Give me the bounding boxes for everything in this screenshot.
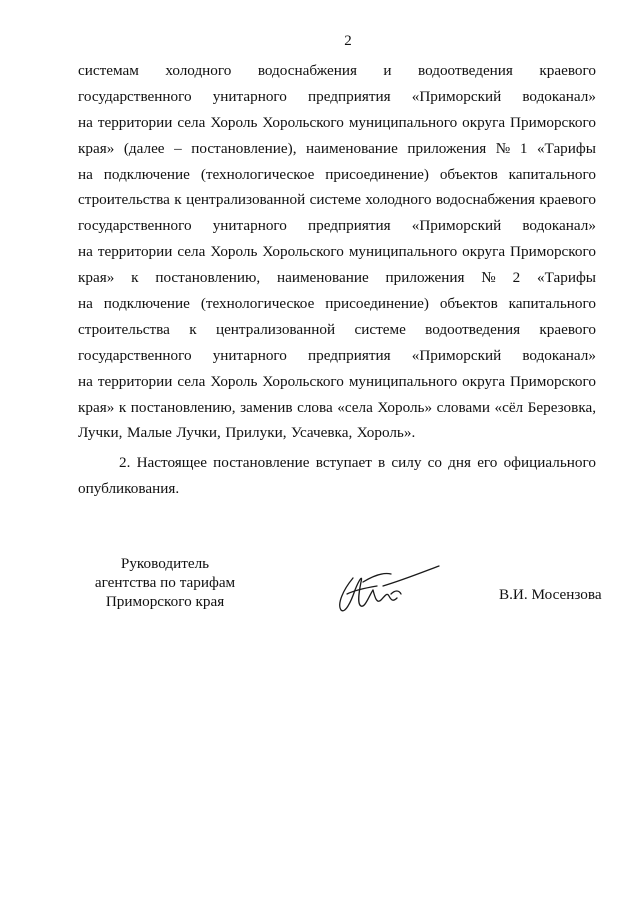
text-line: на территории села Хороль Хорольского муниципального округа Приморского <box>78 113 596 131</box>
handwritten-signature-icon <box>333 560 443 620</box>
text-line: опубликования. <box>78 480 180 498</box>
document-body <box>78 58 596 502</box>
text-line: на подключение (технологическое присоединение) объектов капитального <box>78 295 596 313</box>
text-line: государственного унитарного предприятия «Приморский водоканал» <box>78 87 596 105</box>
text-line: строительства к централизованной системе холодного водоснабжения краевого <box>78 191 596 209</box>
text-line: края» (далее – постановление), наименование приложения № 1 «Тарифы <box>78 139 596 157</box>
text-line: системам холодного водоснабжения и водоотведения краевого <box>78 62 596 79</box>
page-number: 2 <box>344 33 352 49</box>
text-line: Лучки, Малые Лучки, Прилуки, Усачевка, Хороль». <box>78 424 416 442</box>
position-line: Руководитель <box>120 555 210 572</box>
position-line: Приморского края <box>105 593 225 610</box>
text-line: строительства к централизованной системе водоотведения краевого <box>78 320 596 338</box>
text-line: на подключение (технологическое присоединение) объектов капитального <box>78 165 596 183</box>
paragraph-effective-date <box>78 450 596 502</box>
paragraph-amendment <box>78 58 596 446</box>
text-line: государственного унитарного предприятия «Приморский водоканал» <box>78 217 596 235</box>
text-line: 2. Настоящее постановление вступает в силу со дня его официального <box>119 454 596 472</box>
text-line: на территории села Хороль Хорольского муниципального округа Приморского <box>78 243 596 261</box>
text-line: края» к постановлению, заменив слова «села Хороль» словами «сёл Березовка, <box>78 398 596 416</box>
signatory-position <box>60 554 270 611</box>
signer-name: В.И. Мосензова <box>499 586 602 603</box>
text-line: края» к постановлению, наименование приложения № 2 «Тарифы <box>78 269 596 287</box>
text-line: государственного унитарного предприятия «Приморский водоканал» <box>78 346 596 364</box>
text-line: на территории села Хороль Хорольского муниципального округа Приморского <box>78 372 596 390</box>
position-line: агентства по тарифам <box>94 574 236 591</box>
